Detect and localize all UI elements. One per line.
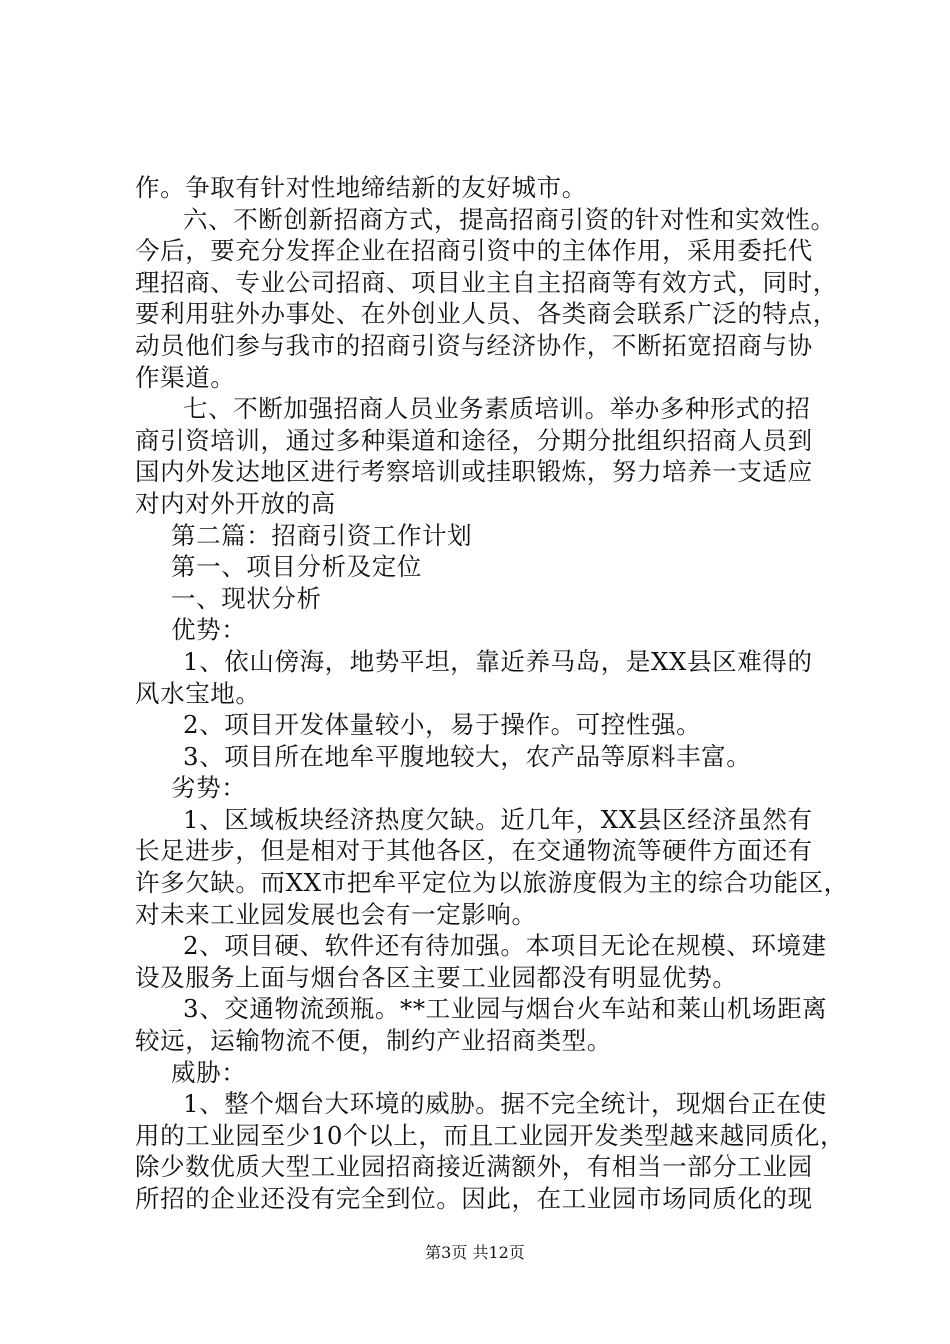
section-heading: 一、现状分析 — [171, 583, 322, 613]
text-line: 所招的企业还没有完全到位。因此，在工业园市场同质化的现 — [135, 1184, 813, 1213]
text-line: 对内对外开放的高 — [135, 488, 336, 518]
text-line: 长足进步，但是相对于其他各区，在交通物流等硬件方面还有 — [135, 836, 813, 866]
text-line: 要利用驻外办事处、在外创业人员、各类商会联系广泛的特点， — [135, 299, 838, 329]
text-line: 今后，要充分发挥企业在招商引资中的主体作用，采用委托代 — [135, 236, 813, 266]
text-line: 1、整个烟台大环境的威胁。据不完全统计，现烟台正在使 — [183, 1089, 827, 1119]
subheading-weaknesses: 劣势： — [171, 773, 247, 803]
text-line: 3、项目所在地牟平腹地较大，农产品等原料丰富。 — [183, 741, 752, 771]
text-line: 对未来工业园发展也会有一定影响。 — [135, 899, 537, 929]
paragraph-heading-six: 六、不断创新招商方式，提高招商引资的针对性和实效性。 — [183, 204, 836, 234]
text-line: 理招商、专业公司招商、项目业主自主招商等有效方式，同时， — [135, 267, 838, 297]
text-line: 除少数优质大型工业园招商接近满额外，有相当一部分工业园 — [135, 1152, 813, 1182]
text-line: 许多欠缺。而XX市把牟平定位为以旅游度假为主的综合功能区， — [135, 868, 849, 898]
section-title: 第二篇：招商引资工作计划 — [171, 520, 473, 550]
text-line: 1、依山傍海，地势平坦，靠近养马岛，是XX县区难得的 — [183, 646, 813, 676]
subheading-strengths: 优势： — [171, 615, 247, 645]
text-line: 用的工业园至少10个以上，而且工业园开发类型越来越同质化， — [135, 1120, 846, 1150]
document-body — [135, 172, 849, 1215]
text-line: 动员他们参与我市的招商引资与经济协作，不断拓宽招商与协 — [135, 330, 813, 360]
paragraph-heading-seven: 七、不断加强招商人员业务素质培训。举办多种形式的招 — [183, 394, 811, 424]
text-line: 3、交通物流颈瓶。**工业园与烟台火车站和莱山机场距离 — [183, 994, 828, 1024]
text-line: 作渠道。 — [135, 362, 236, 392]
text-line: 2、项目硬、软件还有待加强。本项目无论在规模、环境建 — [183, 931, 827, 961]
text-line: 作。争取有针对性地缔结新的友好城市。 — [135, 173, 587, 202]
text-line: 风水宝地。 — [135, 678, 261, 708]
text-line: 2、项目开发体量较小，易于操作。可控性强。 — [183, 710, 702, 740]
text-line: 国内外发达地区进行考察培训或挂职锻炼，努力培养一支适应 — [135, 457, 813, 487]
text-line: 1、区域板块经济热度欠缺。近几年，XX县区经济虽然有 — [183, 804, 813, 834]
text-line: 较远，运输物流不便，制约产业招商类型。 — [135, 1026, 612, 1056]
text-line: 设及服务上面与烟台各区主要工业园都没有明显优势。 — [135, 962, 738, 992]
text-line: 商引资培训，通过多种渠道和途径，分期分批组织招商人员到 — [135, 425, 813, 455]
section-heading: 第一、项目分析及定位 — [171, 552, 422, 582]
subheading-threats: 威胁： — [171, 1057, 247, 1087]
page-number-footer: 第3页 共12页 — [425, 1243, 525, 1262]
